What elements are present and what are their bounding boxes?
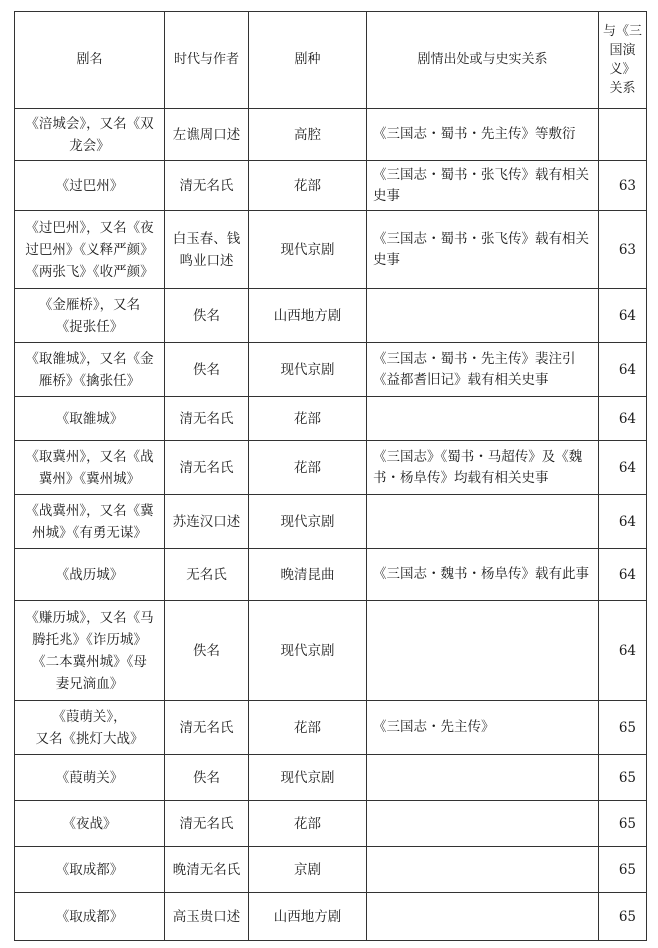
author-line: 佚名 — [193, 769, 220, 786]
cell-source — [367, 601, 599, 701]
cell-chapter: 65 — [599, 893, 647, 941]
cell-name — [15, 801, 165, 847]
cell-name — [15, 893, 165, 941]
name-line: 腾托兆》《诈历城》 — [32, 631, 147, 648]
cell-name — [15, 701, 165, 755]
name-line: 妻兄滴血》 — [55, 675, 124, 692]
name-line: 《葭萌关》 — [55, 769, 124, 786]
table-row — [15, 801, 647, 847]
author-line: 苏连汉口述 — [172, 513, 241, 530]
header-relation-line: 义》 — [609, 62, 636, 77]
author-line: 无名氏 — [186, 566, 227, 583]
cell-genre: 现代京剧 — [249, 495, 367, 549]
name-line: 《取冀州》，又名《战 — [25, 448, 154, 465]
name-line: 《过巴州》，又名《夜 — [25, 219, 154, 236]
cell-chapter: 65 — [599, 701, 647, 755]
document-page — [14, 11, 646, 941]
table-row — [15, 161, 647, 211]
name-line: 龙会》 — [69, 137, 110, 154]
table-row — [15, 495, 647, 549]
header-source: 剧情出处或与史实关系 — [367, 12, 599, 109]
cell-author — [165, 343, 249, 397]
author-line: 清无名氏 — [179, 815, 234, 832]
cell-genre: 现代京剧 — [249, 343, 367, 397]
cell-author — [165, 847, 249, 893]
cell-genre: 高腔 — [249, 109, 367, 161]
table-row — [15, 289, 647, 343]
cell-genre: 花部 — [249, 441, 367, 495]
cell-name — [15, 397, 165, 441]
cell-name — [15, 289, 165, 343]
cell-name — [15, 211, 165, 289]
author-line: 佚名 — [193, 361, 220, 378]
cell-chapter: 64 — [599, 397, 647, 441]
cell-author — [165, 549, 249, 601]
cell-chapter: 65 — [599, 801, 647, 847]
cell-chapter: 64 — [599, 441, 647, 495]
cell-source: 《三国志・蜀书・张飞传》载有相关史事 — [367, 211, 599, 289]
cell-source — [367, 397, 599, 441]
cell-genre: 花部 — [249, 701, 367, 755]
cell-author — [165, 701, 249, 755]
name-line: 《两张飞》《收严颜》 — [25, 263, 154, 280]
name-line: 过巴州》《义释严颜》 — [25, 241, 154, 258]
cell-genre: 山西地方剧 — [249, 289, 367, 343]
cell-chapter — [599, 109, 647, 161]
table-row — [15, 893, 647, 941]
table-row — [15, 549, 647, 601]
table-row — [15, 755, 647, 801]
cell-source: 《三国志・蜀书・先主传》等敷衍 — [367, 109, 599, 161]
table-row — [15, 847, 647, 893]
cell-source: 《三国志・蜀书・张飞传》载有相关史事 — [367, 161, 599, 211]
author-line: 晚清无名氏 — [172, 861, 241, 878]
table-row — [15, 397, 647, 441]
cell-source: 《三国志》《蜀书・马超传》及《魏书・杨阜传》均载有相关史事 — [367, 441, 599, 495]
cell-chapter: 63 — [599, 161, 647, 211]
table-row — [15, 343, 647, 397]
author-line: 佚名 — [193, 307, 220, 324]
header-relation-line: 国演 — [609, 43, 636, 58]
cell-author — [165, 893, 249, 941]
table-row — [15, 701, 647, 755]
cell-genre: 京剧 — [249, 847, 367, 893]
name-line: 《捉张任》 — [55, 318, 124, 335]
name-line: 《赚历城》，又名《马 — [25, 609, 154, 626]
cell-name — [15, 601, 165, 701]
cell-author — [165, 495, 249, 549]
name-line: 《取雒城》 — [55, 410, 124, 427]
cell-genre: 现代京剧 — [249, 601, 367, 701]
cell-chapter: 64 — [599, 495, 647, 549]
header-relation — [599, 12, 647, 109]
cell-genre: 现代京剧 — [249, 755, 367, 801]
cell-chapter: 65 — [599, 755, 647, 801]
author-line: 鸣业口述 — [179, 252, 234, 269]
name-line: 《二本冀州城》《母 — [32, 653, 147, 670]
header-name: 剧名 — [15, 12, 165, 109]
cell-author — [165, 441, 249, 495]
name-line: 《过巴州》 — [55, 177, 124, 194]
cell-genre: 花部 — [249, 397, 367, 441]
cell-source: 《三国志・蜀书・先主传》裴注引《益都耆旧记》载有相关史事 — [367, 343, 599, 397]
name-line: 《取雒城》，又名《金 — [25, 350, 154, 367]
table-row — [15, 441, 647, 495]
name-line: 《取成都》 — [55, 908, 124, 925]
header-relation-line: 与《三 — [603, 24, 643, 39]
cell-genre: 现代京剧 — [249, 211, 367, 289]
name-line: 州城》《有勇无谋》 — [32, 524, 147, 541]
cell-author — [165, 289, 249, 343]
cell-name — [15, 161, 165, 211]
cell-chapter: 64 — [599, 549, 647, 601]
name-line: 《战历城》 — [55, 566, 124, 583]
cell-source: 《三国志・魏书・杨阜传》载有此事 — [367, 549, 599, 601]
cell-name — [15, 495, 165, 549]
cell-author — [165, 161, 249, 211]
cell-source — [367, 847, 599, 893]
name-line: 又名《挑灯大战》 — [35, 730, 144, 747]
author-line: 清无名氏 — [179, 459, 234, 476]
cell-name — [15, 343, 165, 397]
header-row — [15, 12, 647, 109]
author-line: 清无名氏 — [179, 177, 234, 194]
cell-author — [165, 397, 249, 441]
cell-chapter: 63 — [599, 211, 647, 289]
cell-chapter: 64 — [599, 601, 647, 701]
name-line: 雁桥》《擒张任》 — [38, 372, 141, 389]
author-line: 佚名 — [193, 642, 220, 659]
table-row — [15, 211, 647, 289]
cell-source — [367, 495, 599, 549]
header-genre: 剧种 — [249, 12, 367, 109]
author-line: 清无名氏 — [179, 719, 234, 736]
cell-genre: 晚清昆曲 — [249, 549, 367, 601]
cell-genre: 花部 — [249, 161, 367, 211]
cell-author — [165, 109, 249, 161]
cell-genre: 山西地方剧 — [249, 893, 367, 941]
cell-chapter: 64 — [599, 343, 647, 397]
cell-name — [15, 755, 165, 801]
table-row — [15, 601, 647, 701]
cell-author — [165, 801, 249, 847]
author-line: 白玉春、钱 — [172, 230, 241, 247]
cell-source — [367, 289, 599, 343]
cell-source: 《三国志・先主传》 — [367, 701, 599, 755]
author-line: 清无名氏 — [179, 410, 234, 427]
cell-name — [15, 847, 165, 893]
cell-author — [165, 755, 249, 801]
name-line: 《夜战》 — [62, 815, 117, 832]
cell-chapter: 65 — [599, 847, 647, 893]
table-row — [15, 109, 647, 161]
author-line: 高玉贵口述 — [172, 908, 241, 925]
cell-name — [15, 549, 165, 601]
cell-author — [165, 601, 249, 701]
header-era-author: 时代与作者 — [165, 12, 249, 109]
cell-name — [15, 441, 165, 495]
author-line: 左谯周口述 — [172, 126, 241, 143]
name-line: 《涪城会》，又名《双 — [25, 115, 154, 132]
cell-genre: 花部 — [249, 801, 367, 847]
drama-table — [14, 11, 647, 941]
cell-source — [367, 801, 599, 847]
name-line: 《取成都》 — [55, 861, 124, 878]
name-line: 《战冀州》，又名《冀 — [25, 502, 154, 519]
cell-source — [367, 893, 599, 941]
name-line: 《葭萌关》， — [52, 708, 127, 725]
cell-author — [165, 211, 249, 289]
name-line: 《金雁桥》，又名 — [38, 296, 141, 313]
name-line: 冀州》《冀州城》 — [38, 470, 141, 487]
header-relation-line: 关系 — [609, 81, 636, 96]
cell-chapter: 64 — [599, 289, 647, 343]
cell-name — [15, 109, 165, 161]
cell-source — [367, 755, 599, 801]
